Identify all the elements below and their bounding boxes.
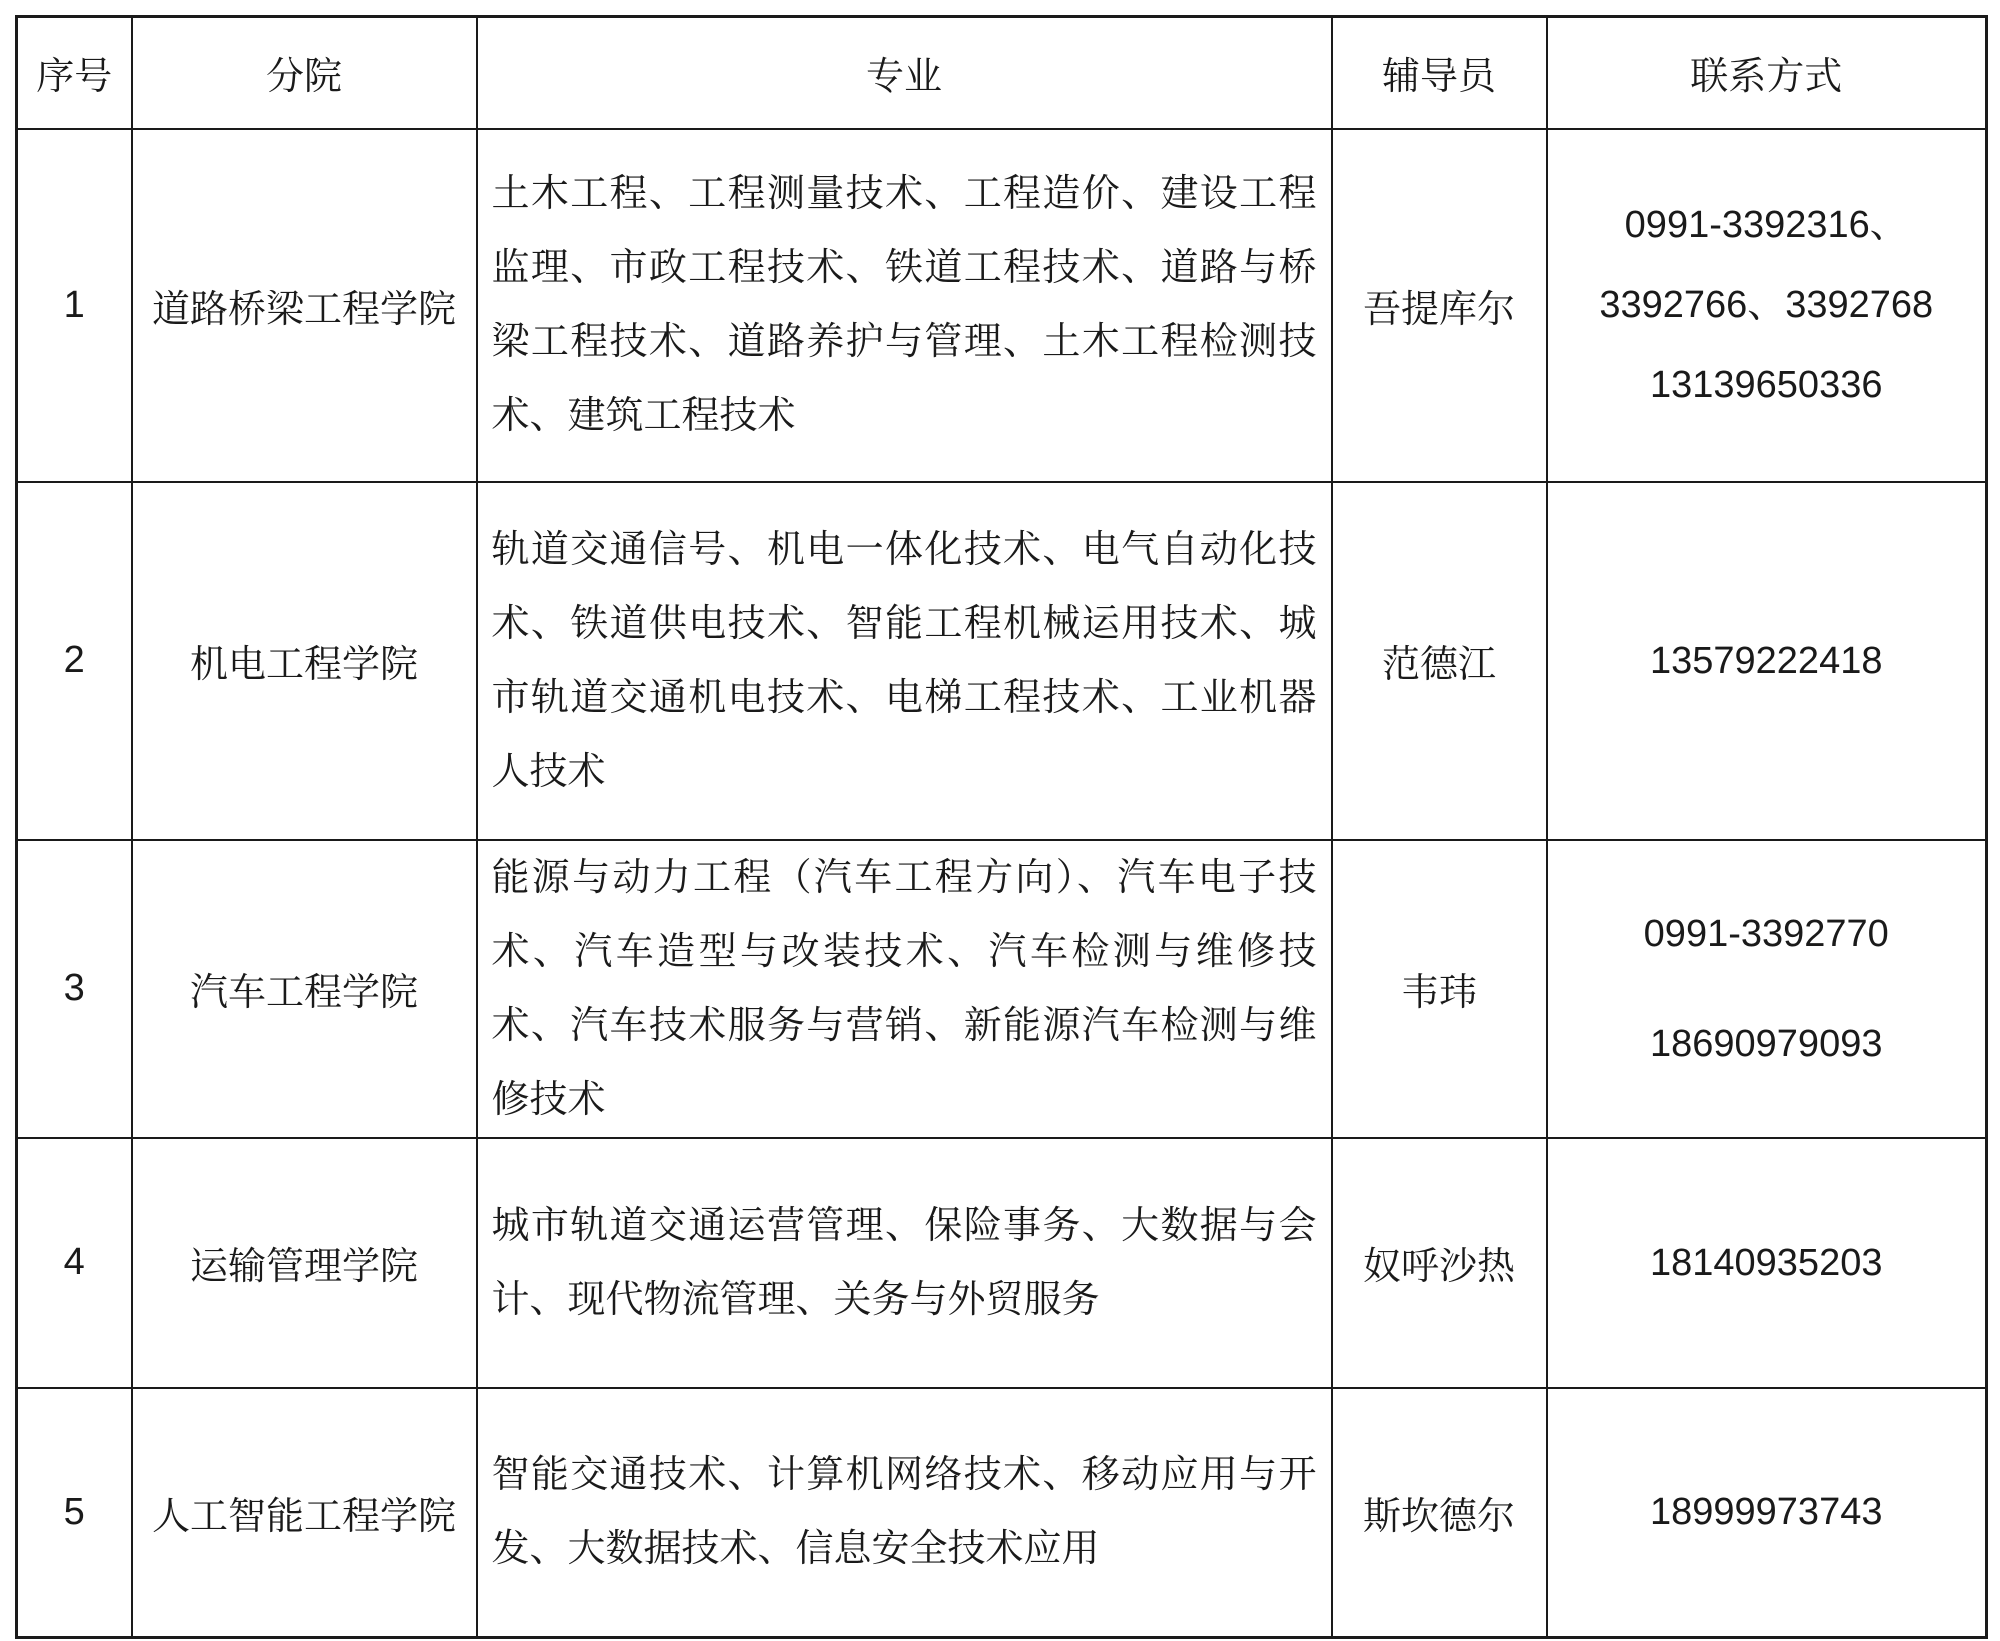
- contact-line: 3392766、3392768: [1599, 284, 1934, 326]
- header-cell-index: 序号: [17, 17, 132, 129]
- contact-line: 18690979093: [1650, 1022, 1883, 1065]
- cell-counselor: 韦玮: [1332, 840, 1547, 1138]
- header-cell-contact: 联系方式: [1547, 17, 1987, 129]
- cell-contact: [1547, 482, 1987, 840]
- cell-counselor: 奴呼沙热: [1332, 1138, 1547, 1388]
- cell-index: 5: [17, 1388, 132, 1638]
- cell-contact: [1547, 840, 1987, 1138]
- cell-majors: 轨道交通信号、机电一体化技术、电气自动化技术、铁道供电技术、智能工程机械运用技术、城市轨道交通机电技术、电梯工程技术、工业机器人技术: [477, 482, 1332, 840]
- contact-line: 13579222418: [1650, 639, 1883, 682]
- contact-line: 18140935203: [1650, 1241, 1883, 1284]
- cell-contact: [1547, 129, 1987, 482]
- cell-index: 2: [17, 482, 132, 840]
- header-cell-counselor: 辅导员: [1332, 17, 1547, 129]
- table-header-row: [17, 17, 1987, 129]
- cell-majors: 土木工程、工程测量技术、工程造价、建设工程监理、市政工程技术、铁道工程技术、道路与桥梁工程技术、道路养护与管理、土木工程检测技术、建筑工程技术: [477, 129, 1332, 482]
- cell-counselor: 斯坎德尔: [1332, 1388, 1547, 1638]
- contact-line: 0991-3392770: [1643, 912, 1889, 955]
- cell-contact: [1547, 1138, 1987, 1388]
- cell-index: 3: [17, 840, 132, 1138]
- cell-majors: 城市轨道交通运营管理、保险事务、大数据与会计、现代物流管理、关务与外贸服务: [477, 1138, 1332, 1388]
- cell-college: 运输管理学院: [132, 1138, 477, 1388]
- table-row: [17, 840, 1987, 1138]
- cell-counselor: 吾提库尔: [1332, 129, 1547, 482]
- header-cell-college: 分院: [132, 17, 477, 129]
- contact-line: 0991-3392316、: [1624, 204, 1908, 246]
- cell-college: 机电工程学院: [132, 482, 477, 840]
- header-cell-majors: 专业: [477, 17, 1332, 129]
- contact-line: 13139650336: [1650, 364, 1883, 406]
- cell-majors: 智能交通技术、计算机网络技术、移动应用与开发、大数据技术、信息安全技术应用: [477, 1388, 1332, 1638]
- cell-index: 1: [17, 129, 132, 482]
- cell-index: 4: [17, 1138, 132, 1388]
- cell-college: 道路桥梁工程学院: [132, 129, 477, 482]
- cell-counselor: 范德江: [1332, 482, 1547, 840]
- table-row: [17, 1138, 1987, 1388]
- contact-line: 18999973743: [1650, 1491, 1883, 1534]
- table-row: [17, 482, 1987, 840]
- cell-majors: 能源与动力工程（汽车工程方向）、汽车电子技术、汽车造型与改装技术、汽车检测与维修技术、汽车技术服务与营销、新能源汽车检测与维修技术: [477, 840, 1332, 1138]
- cell-college: 人工智能工程学院: [132, 1388, 477, 1638]
- cell-contact: [1547, 1388, 1987, 1638]
- table-row: [17, 129, 1987, 482]
- cell-college: 汽车工程学院: [132, 840, 477, 1138]
- table-row: [17, 1388, 1987, 1638]
- department-contact-table: [15, 15, 1988, 1639]
